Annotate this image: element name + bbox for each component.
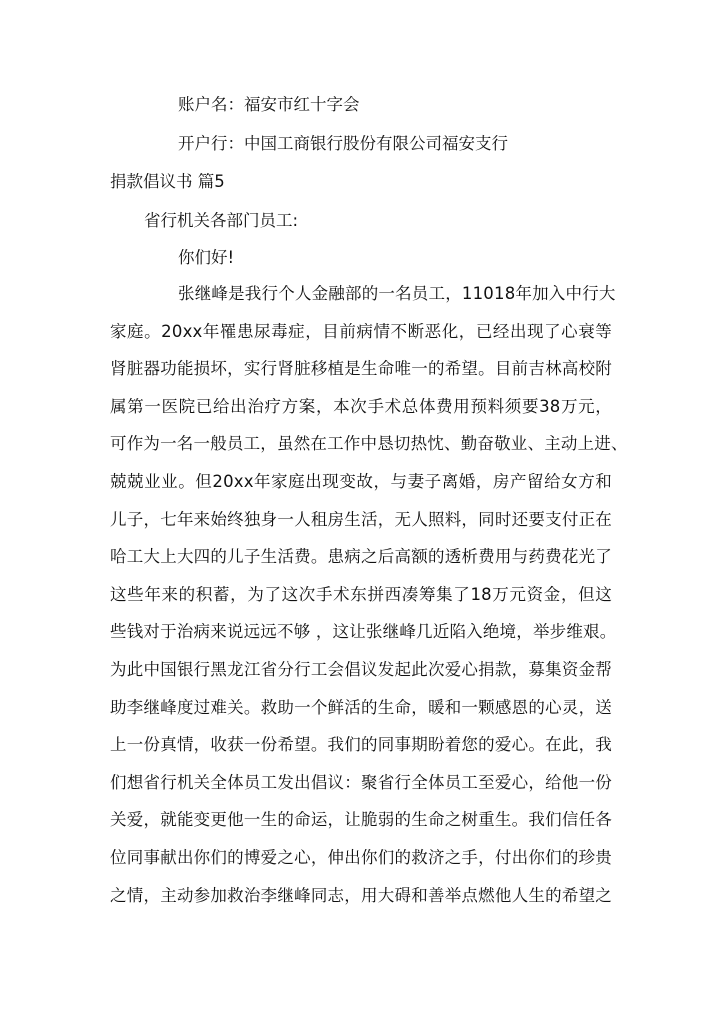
body-line: 肾脏器功能损坏，实行肾脏移植是生命唯一的希望。目前吉林高校附: [110, 359, 612, 379]
body-line: 儿子，七年来始终独身一人租房生活，无人照料，同时还要支付正在: [110, 509, 612, 529]
body-line: 上一份真情，收获一份希望。我们的同事期盼着您的爱心。在此，我: [110, 735, 612, 755]
salutation: 省行机关各部门员工:: [144, 211, 299, 230]
account-name-line: 账户名：福安市红十字会: [178, 95, 360, 114]
body-line: 属第一医院已给出治疗方案，本次手术总体费用预料须要38万元，: [110, 396, 612, 416]
body-line: 家庭。20xx年罹患尿毒症，目前病情不断恶化，已经出现了心衰等: [110, 321, 612, 341]
body-line: 兢兢业业。但20xx年家庭出现变故，与妻子离婚，房产留给女方和: [110, 472, 612, 491]
section-title: 捐款倡议书 篇5: [110, 172, 225, 191]
body-line: 些钱对于治病来说远远不够 ，这让张继峰几近陷入绝境，举步维艰。: [110, 622, 617, 642]
body-line: 们想省行机关全体员工发出倡议：聚省行全体员工至爱心，给他一份: [110, 772, 612, 792]
body-line: 位同事献出你们的博爱之心，伸出你们的救济之手，付出你们的珍贵: [110, 848, 612, 867]
body-line: 这些年来的积蓄，为了这次手术东拼西凑筹集了18万元资金，但这: [110, 584, 612, 604]
body-line: 为此中国银行黑龙江省分行工会倡议发起此次爱心捐款，募集资金帮: [110, 660, 612, 679]
body-line: 助李继峰度过难关。救助一个鲜活的生命，暖和一颗感恩的心灵，送: [110, 697, 612, 717]
greeting: 你们好!: [178, 248, 235, 267]
bank-branch-line: 开户行：中国工商银行股份有限公司福安支行: [178, 134, 508, 153]
body-line: 可作为一名一般员工，虽然在工作中恳切热忱、勤奋敬业、主动上进、: [110, 434, 628, 454]
body-line: 张继峰是我行个人金融部的一名员工，11018年加入中行大: [178, 284, 616, 303]
body-line: 哈工大上大四的儿子生活费。患病之后高额的透析费用与药费花光了: [110, 547, 612, 567]
body-line: 关爱，就能变更他一生的命运，让脆弱的生命之树重生。我们信任各: [110, 810, 612, 830]
body-line: 之情，主动参加救治李继峰同志，用大碍和善举点燃他人生的希望之: [110, 885, 612, 905]
